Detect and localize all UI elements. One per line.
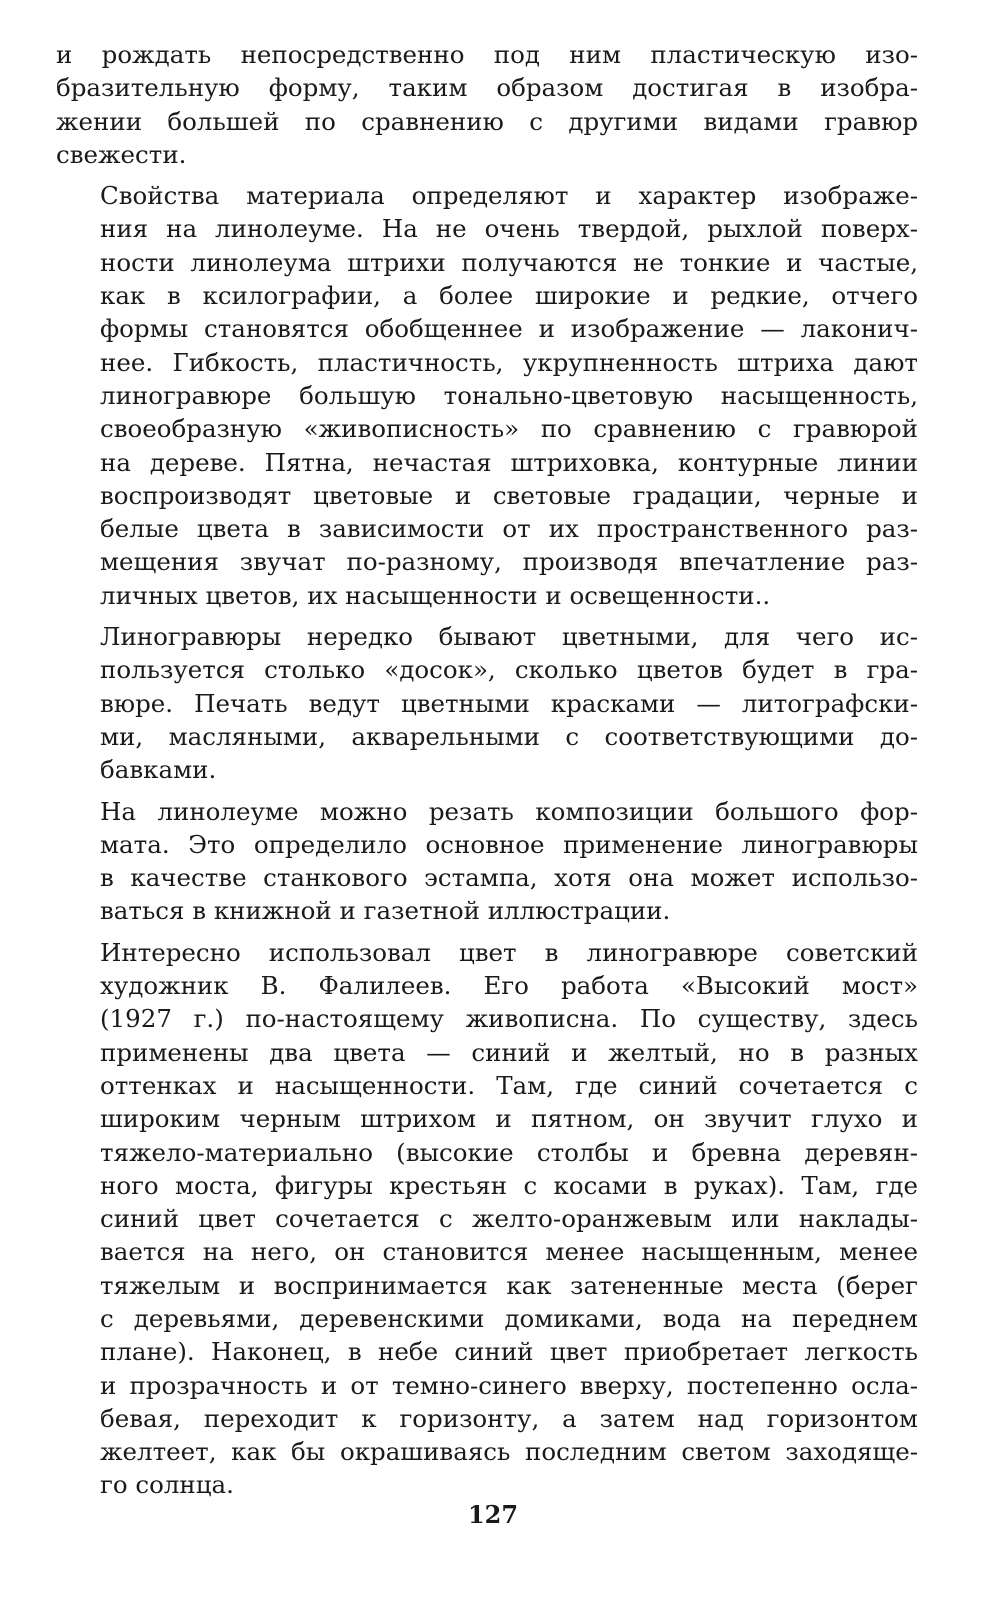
page-number: 127 bbox=[467, 1500, 519, 1529]
text-line: своеобразную «живописность» по сравнению с гравюрой bbox=[100, 414, 918, 444]
text-line: мещения звучат по-разному, производя впечатление раз- bbox=[100, 547, 918, 577]
text-line: жении большей по сравнению с другими видами гравюр bbox=[56, 106, 918, 136]
text-line: формы становятся обобщеннее и изображение — лаконич- bbox=[100, 314, 918, 344]
text-line: мата. Это определило основное применение линогравюры bbox=[100, 829, 918, 859]
text-line: личных цветов, их насыщенности и освещенности.. bbox=[100, 580, 771, 610]
text-line: пользуется столько «досок», сколько цветов будет в гра- bbox=[100, 655, 918, 685]
text-line: (1927 г.) по-настоящему живописна. По существу, здесь bbox=[100, 1004, 918, 1034]
text-line: свежести. bbox=[56, 139, 187, 169]
text-line: бевая, переходит к горизонту, а затем над горизонтом bbox=[100, 1403, 918, 1433]
text-line: в качестве станкового эстампа, хотя она может использо- bbox=[100, 863, 918, 893]
text-line: Свойства материала определяют и характер изображе- bbox=[100, 181, 918, 211]
text-line: ми, масляными, акварельными с соответствующими до- bbox=[100, 721, 918, 751]
text-line: бавками. bbox=[100, 755, 217, 785]
text-line: оттенках и насыщенности. Там, где синий сочетается с bbox=[100, 1070, 918, 1100]
text-line: ного моста, фигуры крестьян с косами в руках). Там, где bbox=[100, 1170, 918, 1200]
text-line: и рождать непосредственно под ним пластическую изо- bbox=[56, 40, 918, 69]
text-line: нее. Гибкость, пластичность, укрупненность штриха дают bbox=[100, 347, 918, 377]
paragraph-5 bbox=[56, 936, 918, 1502]
text-line: на дереве. Пятна, нечастая штриховка, контурные линии bbox=[100, 447, 918, 477]
text-line: желтеет, как бы окрашиваясь последним светом заходяще- bbox=[100, 1437, 918, 1467]
text-line: вается на него, он становится менее насыщенным, менее bbox=[100, 1237, 918, 1267]
paragraph-3 bbox=[56, 620, 918, 786]
text-line: плане). Наконец, в небе синий цвет приобретает легкость bbox=[100, 1337, 918, 1367]
paragraph-4 bbox=[56, 795, 918, 928]
text-line: применены два цвета — синий и желтый, но в разных bbox=[100, 1037, 918, 1067]
text-line: художник В. Фалилеев. Его работа «Высокий мост» bbox=[100, 971, 918, 1001]
text-line: синий цвет сочетается с желто-оранжевым или наклады- bbox=[100, 1204, 918, 1234]
text-line: и прозрачность и от темно-синего вверху, постепенно осла- bbox=[100, 1370, 918, 1400]
text-line: белые цвета в зависимости от их пространственного раз- bbox=[100, 514, 918, 544]
text-line: вюре. Печать ведут цветными красками — литографски- bbox=[100, 688, 918, 718]
text-line: На линолеуме можно резать композиции большого фор- bbox=[100, 796, 918, 826]
text-line: ния на линолеуме. На не очень твердой, рыхлой поверх- bbox=[100, 214, 918, 244]
text-line: го солнца. bbox=[100, 1470, 234, 1500]
paragraph-1 bbox=[56, 38, 918, 171]
text-line: ности линолеума штрихи получаются не тонкие и частые, bbox=[100, 247, 918, 277]
text-line: воспроизводят цветовые и световые градации, черные и bbox=[100, 480, 918, 510]
text-line: как в ксилографии, а более широкие и редкие, отчего bbox=[100, 281, 918, 311]
text-line: линогравюре большую тонально-цветовую насыщенность, bbox=[100, 380, 918, 410]
page-text bbox=[56, 38, 918, 1510]
text-line: Интересно использовал цвет в линогравюре советский bbox=[100, 937, 918, 967]
text-line: с деревьями, деревенскими домиками, вода на переднем bbox=[100, 1303, 918, 1333]
text-line: ваться в книжной и газетной иллюстрации. bbox=[100, 896, 671, 926]
text-line: Линогравюры нередко бывают цветными, для чего ис- bbox=[100, 622, 918, 652]
text-line: тяжелым и воспринимается как затененные места (берег bbox=[100, 1270, 918, 1300]
paragraph-2 bbox=[56, 179, 918, 612]
text-line: бразительную форму, таким образом достигая в изобра- bbox=[56, 73, 918, 103]
text-line: тяжело-материально (высокие столбы и бревна деревян- bbox=[100, 1137, 918, 1167]
text-line: широким черным штрихом и пятном, он звучит глухо и bbox=[100, 1104, 918, 1134]
